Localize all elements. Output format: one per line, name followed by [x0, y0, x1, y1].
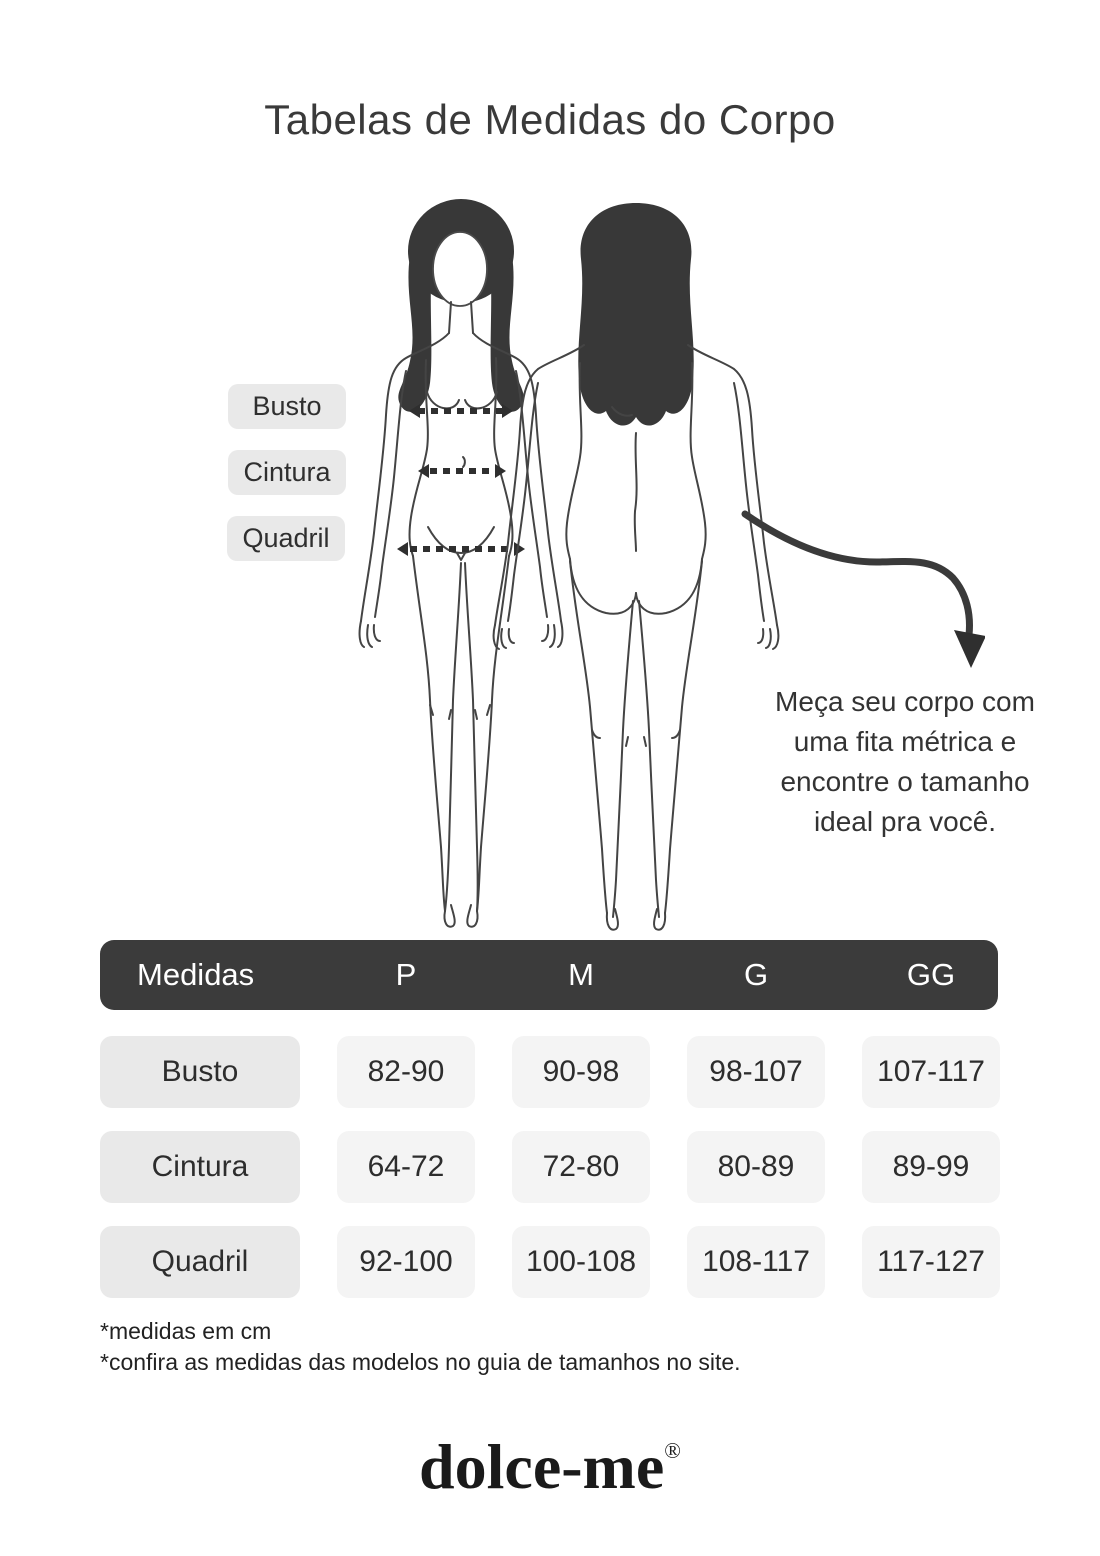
table-row-quadril	[100, 1226, 998, 1298]
body-figures-illustration	[330, 185, 790, 935]
hip-label-badge	[227, 516, 345, 561]
busto-gg: 107-117	[862, 1036, 1000, 1108]
footnotes	[100, 1316, 741, 1378]
table-row-cintura	[100, 1131, 998, 1203]
header-size-gg: GG	[906, 957, 956, 992]
header-size-g: G	[743, 957, 769, 992]
brand-logo-text: dolce-me	[419, 1431, 665, 1502]
instruction-line-1: Meça seu corpo com	[775, 686, 1035, 717]
measurements-table	[100, 940, 998, 1298]
page-title: Tabelas de Medidas do Corpo	[264, 96, 836, 143]
table-header-row	[100, 940, 998, 1010]
waist-measure-line	[418, 464, 506, 478]
row-label-busto: Busto	[100, 1036, 300, 1108]
registered-trademark-icon: ®	[664, 1438, 681, 1463]
front-face	[433, 232, 487, 306]
header-medidas: Medidas	[137, 957, 255, 992]
instruction-text	[740, 682, 1070, 842]
back-hair-icon	[578, 203, 693, 426]
cintura-gg: 89-99	[862, 1131, 1000, 1203]
footnote-units: *medidas em cm	[100, 1318, 272, 1344]
bust-label-text: Busto	[252, 391, 322, 421]
quadril-g: 108-117	[687, 1226, 825, 1298]
bust-measure-line	[409, 404, 513, 418]
cintura-g: 80-89	[687, 1131, 825, 1203]
header-size-m: M	[568, 957, 594, 992]
instruction-line-3: encontre o tamanho	[780, 766, 1030, 797]
instruction-line-4: ideal pra você.	[813, 806, 997, 837]
waist-label-badge	[228, 450, 346, 495]
bust-label-badge	[228, 384, 346, 429]
curved-arrow-icon	[735, 500, 985, 675]
quadril-m: 100-108	[512, 1226, 650, 1298]
row-label-quadril: Quadril	[100, 1226, 300, 1298]
quadril-gg: 117-127	[862, 1226, 1000, 1298]
front-figure	[360, 199, 563, 927]
header-size-p: P	[395, 957, 417, 992]
waist-label-text: Cintura	[243, 457, 331, 487]
quadril-p: 92-100	[337, 1226, 475, 1298]
instruction-line-2: uma fita métrica e	[793, 726, 1017, 757]
cintura-p: 64-72	[337, 1131, 475, 1203]
row-label-cintura: Cintura	[100, 1131, 300, 1203]
hip-label-text: Quadril	[242, 523, 330, 553]
busto-m: 90-98	[512, 1036, 650, 1108]
busto-g: 98-107	[687, 1036, 825, 1108]
front-body-outline	[360, 302, 563, 927]
busto-p: 82-90	[337, 1036, 475, 1108]
footnote-site: *confira as medidas das modelos no guia de tamanhos no site.	[100, 1349, 741, 1375]
table-row-busto	[100, 1036, 998, 1108]
brand-logo	[0, 1430, 1100, 1504]
cintura-m: 72-80	[512, 1131, 650, 1203]
